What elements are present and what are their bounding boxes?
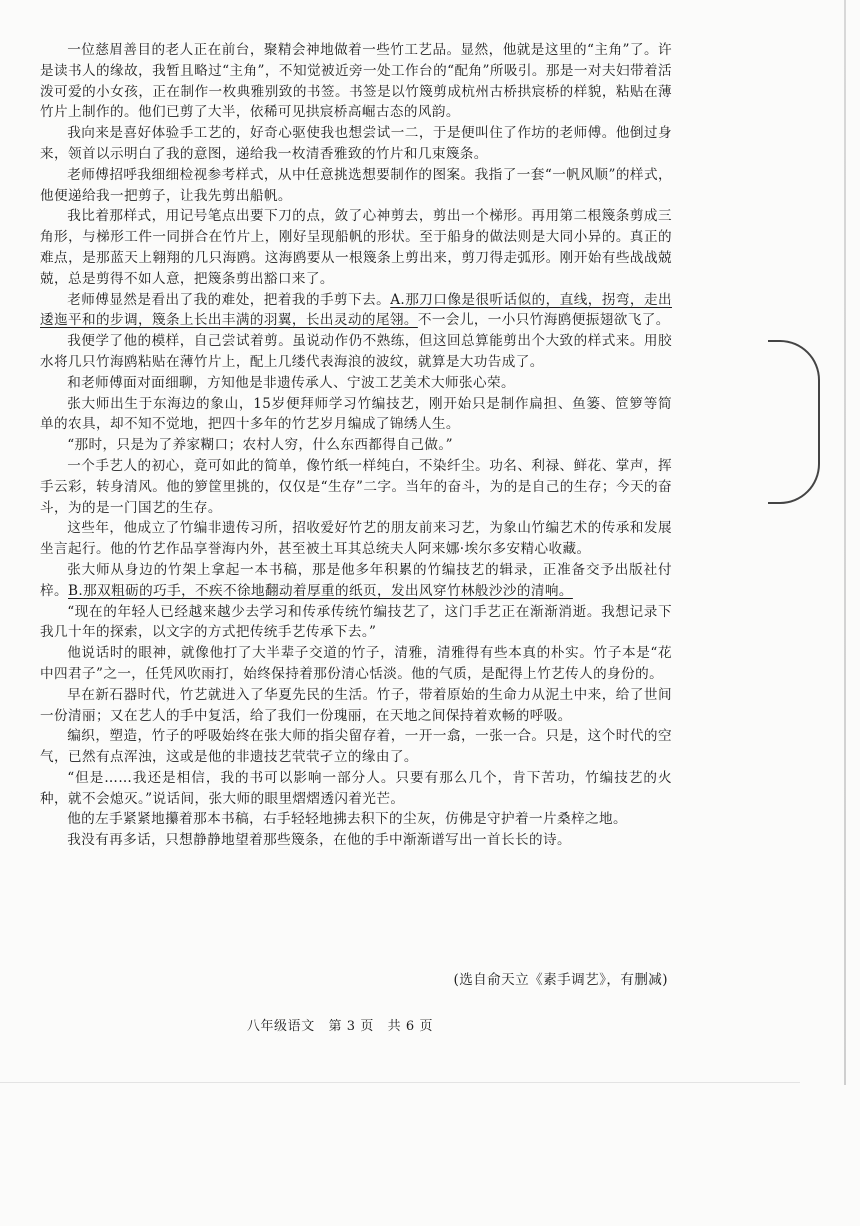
paragraph: 编织，塑造，竹子的呼吸始终在张大师的指尖留存着，一开一翕，一张一合。只是，这个时代的空气，已然有点浑浊，这或是他的非遗技艺茕茕孑立的缘由了。 [40, 728, 672, 766]
source-citation: (选自俞天立《素手调艺》，有删减) [453, 972, 668, 988]
page-footer: 八年级语文 第 3 页 共 6 页 [246, 1019, 434, 1034]
paragraph: “但是……我还是相信，我的书可以影响一部分人。只要有那么几个，肯下苦功，竹编技艺的火种，就不会熄灭。”说话间，张大师的眼里熠熠透闪着光芒。 [40, 769, 672, 807]
underlined-sentence-b: B.那双粗砺的巧手，不疾不徐地翻动着厚重的纸页，发出风穿竹林般沙沙的清响。 [68, 582, 573, 599]
paragraph: 和老师傅面对面细聊，方知他是非遗传承人、宁波工艺美术大师张心荣。 [67, 374, 515, 391]
paragraph: 他说话时的眼神，就像他打了大半辈子交道的竹子，清雅，清雅得有些本真的朴实。竹子本是“花中四君子”之一，任凭风吹雨打，始终保持着那份清心恬淡。他的气质，是配得上竹艺传人的身份的。 [40, 645, 672, 682]
page-bottom-edge [0, 1082, 800, 1083]
paragraph: 他的左手紧紧地攥着那本书稿，右手轻轻地拂去积下的尘灰，仿佛是守护着一片桑梓之地。 [67, 811, 627, 828]
paragraph-text: 张大师从身边的竹架上拿起一本书稿，那是他多年积累的竹编技艺的辑录，正准备交予出版社付梓。 [40, 561, 672, 599]
paragraph-with-underline-b [40, 560, 672, 602]
paragraph: “现在的年轻人已经越来越少去学习和传承传统竹编技艺了，这门手艺正在渐渐消逝。我想记录下我几十年的探索，以文字的方式把传统手艺传承下去。” [40, 603, 672, 641]
paragraph: 我比着那样式，用记号笔点出要下刀的点，敛了心神剪去，剪出一个梯形。再用第二根篾条剪成三角形，与梯形工件一同拼合在竹片上，刚好呈现船帆的形状。至于船身的做法则是大同小异的。真正的难点，是那蓝天上翱翔的几只海鸥。这海鸥要从一根篾条上剪出来，剪刀得走弧形。刚开始有些战战兢兢，总是剪得不如人意，把篾条剪出豁口来了。 [40, 208, 672, 287]
binder-clip-shadow [768, 340, 820, 504]
article-body [40, 40, 672, 851]
paragraph: 我向来是喜好体验手工艺的，好奇心驱使我也想尝试一二，于是便叫住了作坊的老师傅。他倒过身来，领首以示明白了我的意图，递给我一枚清香雅致的竹片和几束篾条。 [40, 125, 672, 162]
paragraph: “那时，只是为了养家糊口；农村人穷，什么东西都得自己做。” [67, 437, 453, 454]
paragraph: 张大师出生于东海边的象山，15岁便拜师学习竹编技艺，刚开始只是制作扁担、鱼篓、笸箩等简单的农具，却不知不觉地，把四十多年的竹艺岁月编成了锦绣人生。 [40, 395, 672, 433]
paragraph: 一位慈眉善目的老人正在前台，聚精会神地做着一些竹工艺品。显然，他就是这里的“主角”了。许是读书人的缘故，我暂且略过“主角”，不知觉被近旁一处工作台的“配角”所吸引。那是一对夫妇带着活泼可爱的小女孩，正在制作一枚典雅别致的书签。书签是以竹篾剪成杭州古桥拱宸桥的样貌，粘贴在薄竹片上制作的。他们已剪了大半，依稀可见拱宸桥高崛古态的风韵。 [40, 42, 672, 121]
paragraph-text-after: 不一会儿，一小只竹海鸥便振翅欲飞了。 [417, 312, 670, 329]
paragraph: 一个手艺人的初心，竟可如此的简单，像竹纸一样纯白，不染纤尘。功名、利禄、鲜花、掌声，挥手云彩，转身清风。他的箩筐里挑的，仅仅是“生存”二字。当年的奋斗，为的是自己的生存；今天的奋斗，为的是一门国艺的生存。 [40, 457, 672, 516]
paragraph: 早在新石器时代，竹艺就进入了华夏先民的生活。竹子，带着原始的生命力从泥土中来，给了世间一份清丽；又在艺人的手中复活，给了我们一份瑰丽，在天地之间保持着欢畅的呼吸。 [40, 686, 672, 724]
paragraph-with-underline-a [40, 290, 672, 332]
scan-edge [844, 0, 846, 1085]
paragraph: 这些年，他成立了竹编非遗传习所，招收爱好竹艺的朋友前来习艺，为象山竹编艺术的传承和发展坐言起行。他的竹艺作品享誉海内外，甚至被土耳其总统夫人阿来娜·埃尔多安精心收藏。 [40, 520, 672, 558]
paragraph: 我便学了他的模样，自己尝试着剪。虽说动作仍不熟练，但这回总算能剪出个大致的样式来。用胶水将几只竹海鸥粘贴在薄竹片上，配上几缕代表海浪的波纹，就算是大功告成了。 [40, 333, 672, 370]
underlined-sentence-a: A.那刀口像是很听话似的，直线，拐弯，走出逶迤平和的步调，篾条上长出丰满的羽翼，长出灵动的尾翎。 [40, 291, 672, 329]
paragraph-text: 老师傅显然是看出了我的难处，把着我的手剪下去。 [67, 291, 391, 308]
paragraph: 我没有再多话，只想静静地望着那些篾条，在他的手中渐渐谱写出一首长长的诗。 [67, 832, 571, 849]
paragraph: 老师傅招呼我细细检视参考样式，从中任意挑选想要制作的图案。我指了一套“一帆风顺”的样式，他便递给我一把剪子，让我先剪出船帆。 [40, 166, 672, 204]
